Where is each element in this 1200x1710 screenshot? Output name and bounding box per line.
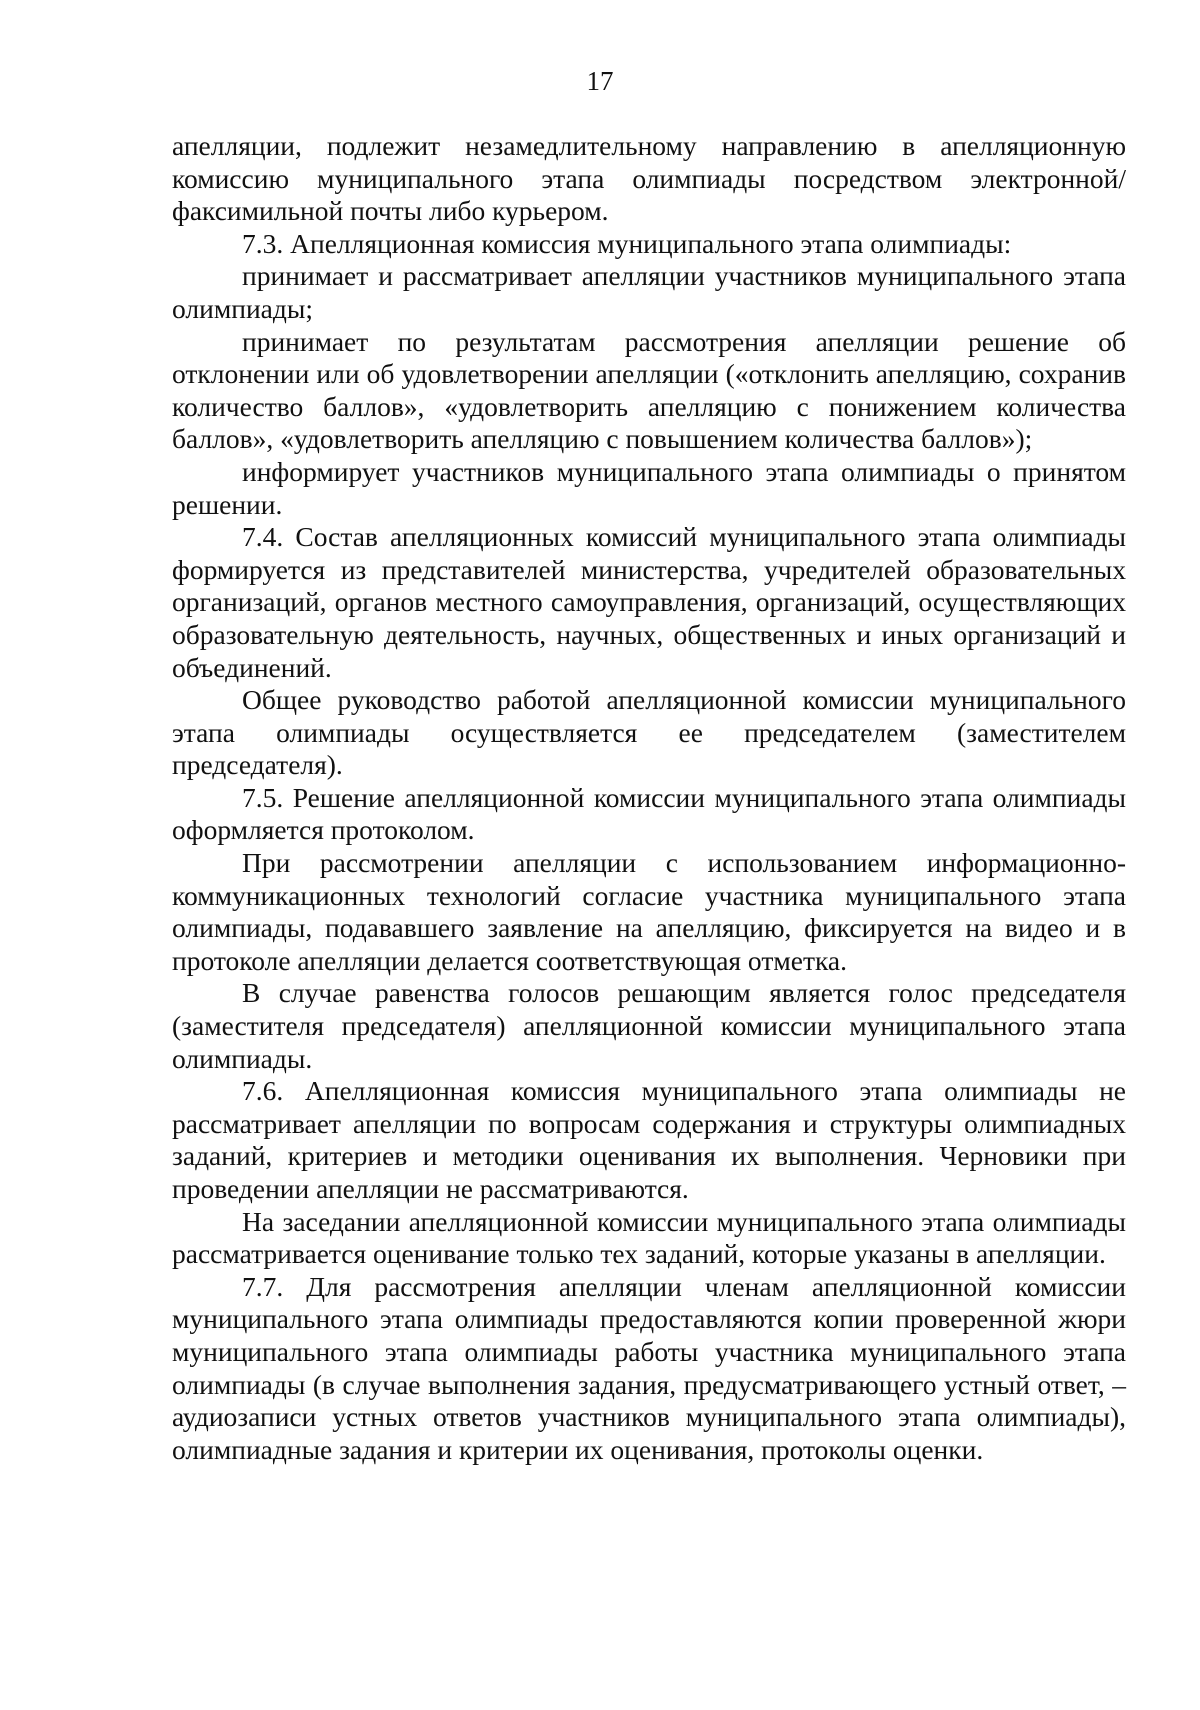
paragraph-7-6: 7.6. Апелляционная комиссия муниципального этапа олимпиады не рассматривает апелляции по вопросам содержания и структуры олимпиадных заданий, критериев и методики оценивания их выполнения. Черновики при проведении апелляции не рассматриваются. bbox=[172, 1075, 1126, 1204]
paragraph-ict-appeal: При рассмотрении апелляции с использованием информационно-коммуникационных технологий согласие участника муниципального этапа олимпиады, подававшего заявление на апелляцию, фиксируется на видео и в протоколе апелляции делается соответствующая отметка. bbox=[172, 847, 1126, 976]
paragraph-general-management: Общее руководство работой апелляционной комиссии муниципального этапа олимпиады осуществляется ее председателем (заместителем председателя). bbox=[172, 684, 1126, 781]
paragraph-equal-votes: В случае равенства голосов решающим является голос председателя (заместителя председателя) апелляционной комиссии муниципального этапа олимпиады. bbox=[172, 977, 1126, 1074]
paragraph-decision: принимает по результатам рассмотрения апелляции решение об отклонении или об удовлетворении апелляции («отклонить апелляцию, сохранив количество баллов», «удовлетворить апелляцию с понижением количества баллов», «удовлетворить апелляцию с повышением количества баллов»); bbox=[172, 325, 1126, 455]
paragraph-assessment-only: На заседании апелляционной комиссии муниципального этапа олимпиады рассматривается оценивание только тех заданий, которые указаны в апелляции. bbox=[172, 1205, 1126, 1270]
paragraph-7-7: 7.7. Для рассмотрения апелляции членам апелляционной комиссии муниципального этапа олимпиады предоставляются копии проверенной жюри муниципального этапа олимпиады работы участника муниципального этапа олимпиады (в случае выполнения задания, предусматривающего устный ответ, – аудиозаписи устных ответов участников муниципального этапа олимпиады), олимпиадные задания и критерии их оценивания, протоколы оценки. bbox=[172, 1270, 1126, 1465]
paragraph-7-5: 7.5. Решение апелляционной комиссии муниципального этапа олимпиады оформляется протоколом. bbox=[172, 781, 1126, 846]
document-body bbox=[172, 130, 1126, 1466]
paragraph-7-4: 7.4. Состав апелляционных комиссий муниципального этапа олимпиады формируется из представителей министерства, учредителей образовательных организаций, органов местного самоуправления, организаций, осуществляющих образовательную деятельность, научных, общественных и иных организаций и объединений. bbox=[172, 521, 1126, 683]
paragraph-informs: информирует участников муниципального этапа олимпиады о принятом решении. bbox=[172, 455, 1126, 520]
paragraph-accepts-appeals: принимает и рассматривает апелляции участников муниципального этапа олимпиады; bbox=[172, 260, 1126, 324]
paragraph-appeal-forwarding: апелляции, подлежит незамедлительному направлению в апелляционную комиссию муниципального этапа олимпиады посредством электронной/факсимильной почты либо курьером. bbox=[172, 130, 1126, 227]
page-number: 17 bbox=[586, 66, 614, 96]
paragraph-7-3: 7.3. Апелляционная комиссия муниципального этапа олимпиады: bbox=[242, 227, 1012, 259]
